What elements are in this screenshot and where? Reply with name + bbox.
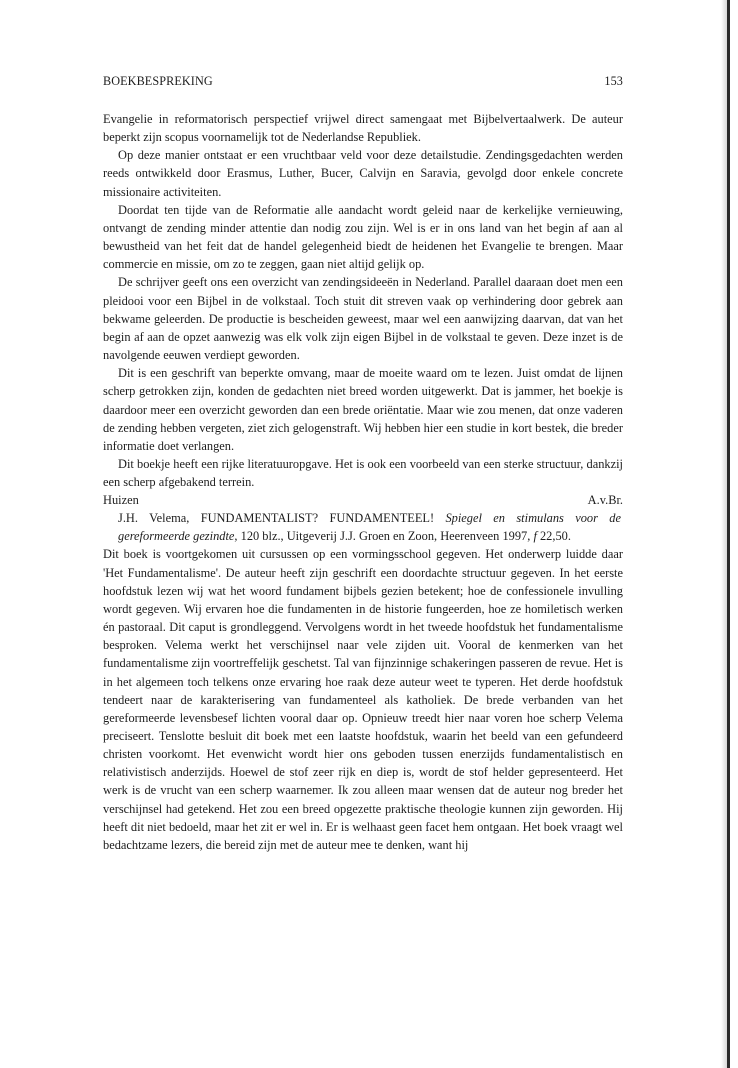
paragraph: Op deze manier ontstaat er een vruchtbaar veld voor deze detailstudie. Zendingsgedachten werden reeds ontwikkeld door Erasmus, Luther, Bucer, Calvijn en Saravia, gevolgd door enkele concrete missionaire activiteiten. [103,148,623,199]
page-header [103,74,623,90]
signature-initials: A.v.Br. [587,493,623,508]
page-number: 153 [604,74,623,88]
paragraph: Evangelie in reformatorisch perspectief vrijwel direct samengaat met Bijbelvertaalwerk. De auteur beperkt zijn scopus voornamelijk tot de Nederlandse Republiek. [103,112,623,145]
running-head: BOEKBESPREKING [103,74,213,88]
ref-publisher: , 120 blz., Uitgeverij J.J. Groen en Zoon, Heerenveen 1997, [234,529,534,544]
paragraph: De schrijver geeft ons een overzicht van zendingsideeën in Nederland. Parallel daaraan doet men een pleidooi voor een Bijbel in de volkstaal. Toch stuit dit streven vaak op verhindering door gebrek aan bekwame geleerden. De productie is bescheiden geweest, maar wel een aanwijzing daarvan, dat van het begin af aan de opzet aanwezig was elk volk zijn eigen Bijbel in de volkstaal te geven. Deze inzet is de navolgende eeuwen verdiept geworden. [103,275,623,363]
ref-subtitle: Spiegel en stimulans voor de gereformeerde gezindte [118,511,621,544]
ref-price: 22,50. [536,529,571,544]
signature-place: Huizen [103,493,139,508]
review-body: Dit boek is voortgekomen uit cursussen op een vormingsschool gegeven. Het onderwerp luidde daar 'Het Fundamentalisme'. De auteur heeft zijn geschrift een doordachte structuur gegeven. In het eerste hoofdstuk lezen wij wat het woord fundament bijbels gezien betekent; hoe de confessionele invulling wordt gegeven. Wij ervaren hoe die fundamenten in de historie fungeerden, hoe ze homiletisch werken én pastoraal. Dit caput is grondleggend. Vervolgens wordt in het tweede hoofdstuk het fundamentalisme besproken. Velema werkt het verschijnsel naar vele zijden uit. Vooral de kenmerken van het fundamentalisme zijn voortreffelijk geschetst. Tal van fijnzinnige schakeringen passeren de revue. Het is in het algemeen toch telkens onze ervaring hoe raak deze auteur weet te typeren. Het derde hoofdstuk tendeert naar de karakterisering van fundamenteel als katholiek. De brede verbanden van het gereformeerde levensbesef lichten vooral daar op. Opnieuw treedt hier naar voren hoe scherp Velema preciseert. Tenslotte besluit dit boek met een laatste hoofdstuk, waarin het beeld van een gefundeerd christen voorkomt. Het evenwicht wordt hier ons geboden tussen enerzijds fundamentalistisch en relativistisch anderzijds. Hoewel de stof zeer rijk en diep is, wordt de stof helder gepresenteerd. Het werk is de vrucht van een scherp waarnemer. Ik zou alleen maar wensen dat de auteur nog breder het verschijnsel had getekend. Het zou een breed opgezette praktische theologie kunnen zijn geworden. Hij heeft dit niet bedoeld, maar het zit er wel in. Er is welhaast geen facet hem ontgaan. Het boek vraagt wel bedachtzame lezers, die bereid zijn met de auteur mee te denken, want hij [103,547,623,852]
ref-author-title: J.H. Velema, FUNDAMENTALIST? FUNDAMENTEEL! [118,511,446,526]
ref-price-symbol: f [533,529,537,544]
paragraph: Doordat ten tijde van de Reformatie alle aandacht wordt geleid naar de kerkelijke vernieuwing, ontvangt de zending minder attentie dan nodig zou zijn. Wel is er in ons land van het begin af aan al bewustheid van het feit dat de handel gelegenheid biedt de heidenen het Evangelie te brengen. Maar commercie en missie, om zo te zeggen, gaan niet altijd gelijk op. [103,202,623,272]
review-signature [103,491,623,509]
paragraph: Dit is een geschrift van beperkte omvang, maar de moeite waard om te lezen. Juist omdat de lijnen scherp getrokken zijn, konden de gedachten niet breed worden uitgewerkt. Dat is jammer, het boekje is daardoor meer een overzicht geworden dan een brede oriëntatie. Maar wie zou menen, dat onze vaderen de zending hebben vergeten, ziet zich gelogenstraft. Wij hebben hier een studie in kort bestek, die breder informatie doet verlangen. [103,366,623,453]
paragraph: Dit boekje heeft een rijke literatuuropgave. Het is ook een voorbeeld van een sterke structuur, dankzij een scherp afgebakend terrein. [103,456,623,490]
scan-page-edge [727,0,730,1068]
book-reference [103,509,623,545]
page-body [103,110,623,854]
